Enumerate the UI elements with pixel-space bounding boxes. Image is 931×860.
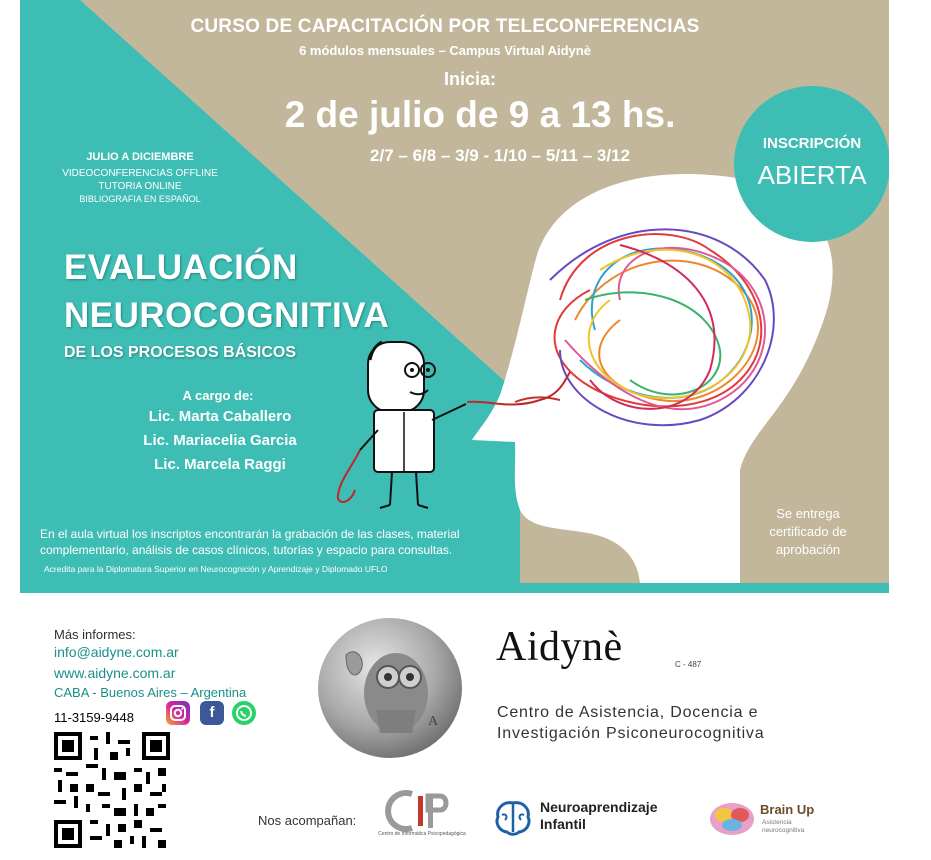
facebook-icon[interactable]: f: [200, 701, 224, 725]
modules-info: 6 módulos mensuales – Campus Virtual Aidynè: [299, 43, 591, 58]
starts-label: Inicia:: [443, 69, 496, 89]
footer-section: [20, 593, 889, 860]
neuro-sponsor-line2: Infantil: [540, 816, 586, 832]
brand-description-line1: Centro de Asistencia, Docencia e: [497, 704, 759, 721]
instructor-name: Lic. Marcela Raggi: [154, 456, 286, 473]
top-section: [20, 0, 889, 583]
accreditation-note: Acredita para la Diplomatura Superior en Neurocognición y Aprendizaje y Diplomado UFLO: [44, 564, 388, 574]
brainup-logo: [708, 801, 756, 837]
brainup-caption: Asistencia neurocognitiva: [762, 819, 805, 834]
brain-icon: [493, 799, 533, 837]
contact-phone: 11-3159-9448: [54, 710, 134, 725]
qr-code[interactable]: [54, 732, 170, 848]
cip-logo: [382, 786, 460, 846]
contact-email-link[interactable]: info@aidyne.com.ar: [54, 644, 179, 660]
poster: [20, 0, 889, 860]
brand-tag: C - 487: [675, 660, 702, 669]
sponsors-label: Nos acompañan:: [258, 813, 357, 828]
cip-caption: Centro de Informática Psicopedagógica: [378, 831, 466, 837]
instructor-name: Lic. Mariacelia Garcia: [143, 432, 297, 449]
owl-coin-logo: [316, 615, 464, 761]
registration-label: INSCRIPCIÓN: [762, 135, 862, 152]
whatsapp-icon[interactable]: [232, 701, 256, 725]
feature-videoconferences: VIDEOCONFERENCIAS OFFLINE: [62, 168, 218, 179]
contact-label: Más informes:: [54, 627, 136, 642]
svg-text:A: A: [428, 714, 439, 729]
feature-tutoring: TUTORIA ONLINE: [98, 181, 182, 192]
course-title-line2: NEUROCOGNITIVA: [64, 296, 390, 335]
instructors-label: A cargo de:: [182, 388, 254, 403]
certificate-note: Se entrega certificado de aprobación: [769, 506, 847, 557]
start-date: 2 de julio de 9 a 13 hs.: [284, 94, 676, 135]
feature-bibliography: BIBLIOGRAFIA EN ESPAÑOL: [79, 194, 201, 204]
session-dates: 2/7 – 6/8 – 3/9 - 1/10 – 5/11 – 3/12: [370, 146, 630, 165]
course-subtitle: DE LOS PROCESOS BÁSICOS: [64, 344, 297, 361]
registration-status: ABIERTA: [757, 160, 867, 190]
instagram-icon[interactable]: [166, 701, 190, 725]
feature-period: JULIO A DICIEMBRE: [86, 151, 194, 163]
contact-location: CABA - Buenos Aires – Argentina: [54, 685, 247, 700]
neuro-sponsor-line1: Neuroaprendizaje: [540, 799, 658, 815]
course-type: CURSO DE CAPACITACIÓN POR TELECONFERENCIAS: [190, 16, 700, 37]
instructor-name: Lic. Marta Caballero: [148, 408, 292, 425]
contact-web-link[interactable]: www.aidyne.com.ar: [54, 665, 176, 681]
course-description: En el aula virtual los inscriptos encontrarán la grabación de las clases, material complementario, análisis de casos clínicos, tutorías y espacio para consultas.: [40, 527, 460, 557]
brainup-name: Brain Up: [760, 802, 815, 817]
brand-description-line2: Investigación Psiconeurocognitiva: [497, 725, 765, 742]
brand-name: Aidynè: [496, 624, 623, 670]
course-title-line1: EVALUACIÓN: [64, 248, 298, 287]
divider-bar: [20, 583, 889, 593]
